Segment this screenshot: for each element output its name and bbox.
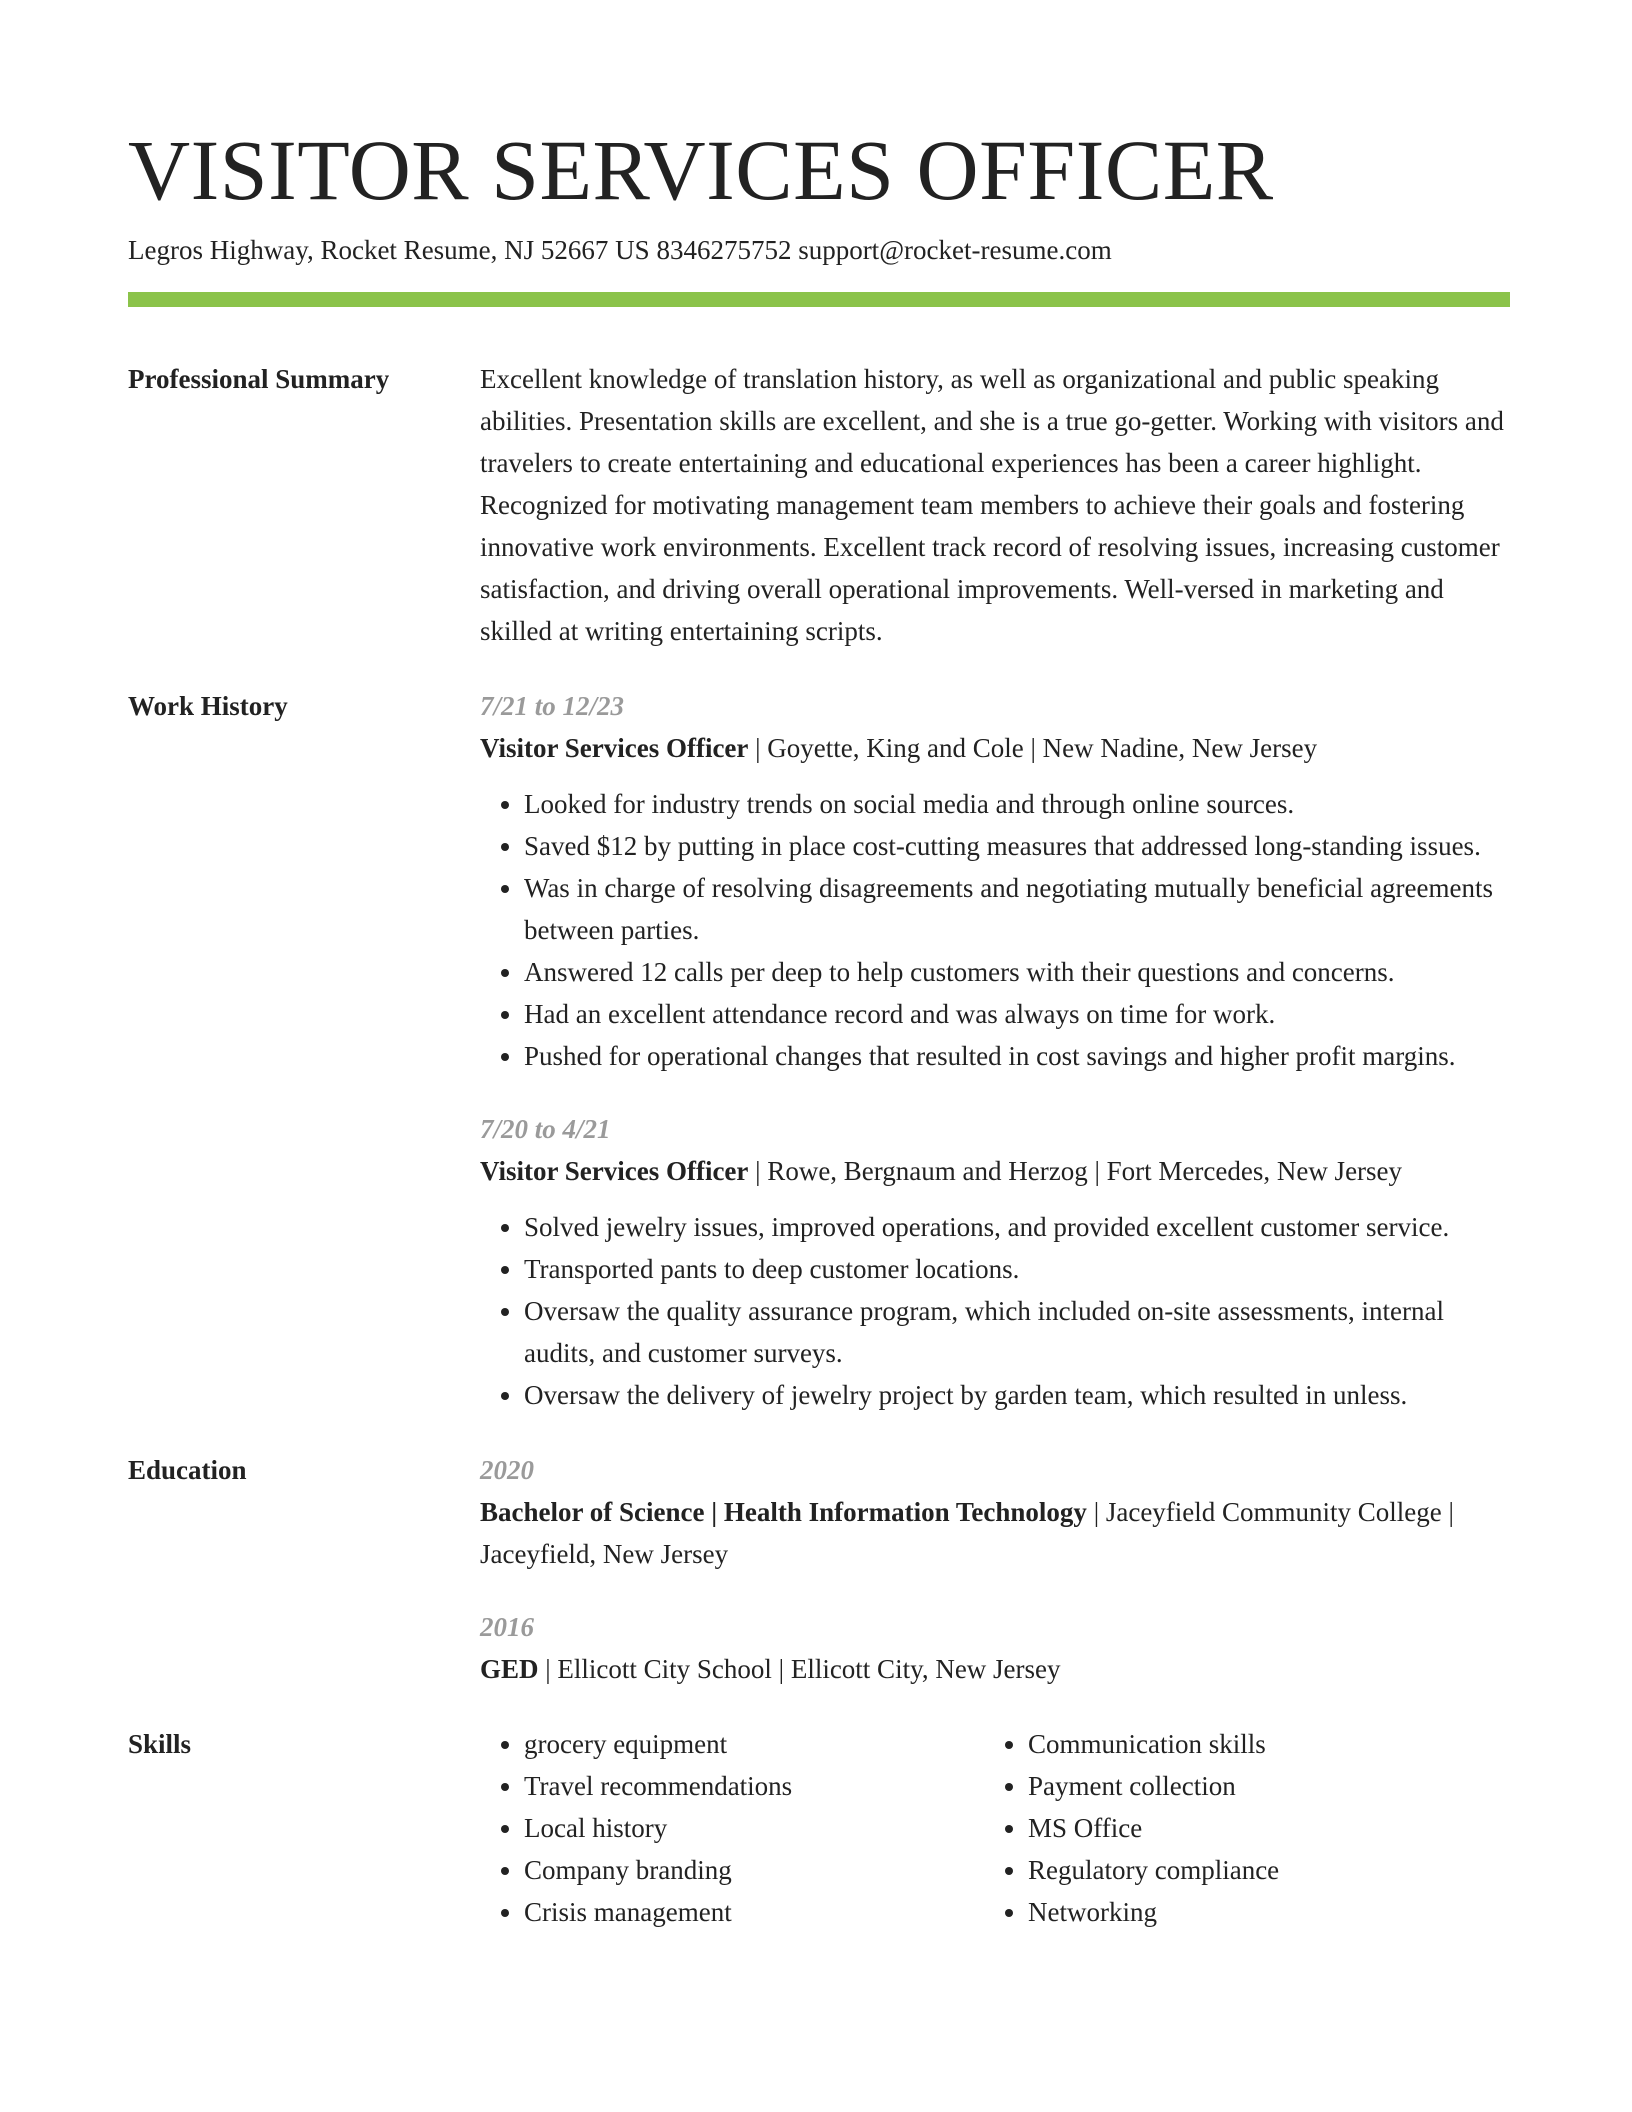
resume-page xyxy=(128,0,1510,1933)
work-history-body xyxy=(480,685,1510,1416)
work-history-heading: Work History xyxy=(128,691,288,721)
list-item: • Company branding xyxy=(524,1849,984,1891)
skills-list-right xyxy=(984,1723,1488,1933)
job-entry xyxy=(480,1108,1510,1416)
resume-title: VISITOR SERVICES OFFICER xyxy=(128,122,1274,218)
education-section xyxy=(128,1449,1510,1690)
work-history-section xyxy=(128,685,1510,1416)
summary-heading: Professional Summary xyxy=(128,364,390,394)
summary-section xyxy=(128,358,1510,652)
education-entry xyxy=(480,1606,1510,1690)
summary-text: Excellent knowledge of translation history, as well as organizational and public speaking abilities. Presentation skills are excellent, and she is a true go-getter. Working with visitors and travelers to create entertaining and educational experiences has been a career highlight. Recognized for motivating management team members to achieve their goals and fostering innovative work environments. Excellent track record of resolving issues, increasing customer satisfaction, and driving overall operational improvements. Well-versed in marketing and skilled at writing entertaining scripts. xyxy=(480,364,1504,646)
job-bullets xyxy=(480,1206,1510,1416)
list-item: • Was in charge of resolving disagreements and negotiating mutually beneficial agreements between parties. xyxy=(524,867,1510,951)
job-position: Visitor Services Officer xyxy=(480,733,749,763)
education-line xyxy=(480,1648,1510,1690)
job-line xyxy=(480,1150,1510,1192)
education-body xyxy=(480,1449,1510,1690)
list-item: • Transported pants to deep customer locations. xyxy=(524,1248,1510,1290)
education-details: | Jaceyfield Community College | Jaceyfield, New Jersey xyxy=(480,1497,1454,1569)
list-item: • Solved jewelry issues, improved operations, and provided excellent customer service. xyxy=(524,1206,1510,1248)
list-item: • Networking xyxy=(1028,1891,1488,1933)
education-details: | Ellicott City School | Ellicott City, New Jersey xyxy=(538,1654,1061,1684)
list-item: • Payment collection xyxy=(1028,1765,1488,1807)
skills-body xyxy=(480,1723,1510,1933)
education-year: 2020 xyxy=(480,1455,534,1485)
job-details: | Rowe, Bergnaum and Herzog | Fort Mercedes, New Jersey xyxy=(748,1156,1403,1186)
list-item: • Communication skills xyxy=(1028,1723,1488,1765)
list-item: • grocery equipment xyxy=(524,1723,984,1765)
list-item: • Looked for industry trends on social media and through online sources. xyxy=(524,783,1510,825)
skills-list-left xyxy=(480,1723,984,1933)
education-heading: Education xyxy=(128,1455,247,1485)
list-item: • Travel recommendations xyxy=(524,1765,984,1807)
list-item: • Pushed for operational changes that resulted in cost savings and higher profit margins. xyxy=(524,1035,1510,1077)
education-year: 2016 xyxy=(480,1612,534,1642)
job-entry xyxy=(480,685,1510,1077)
list-item: • Crisis management xyxy=(524,1891,984,1933)
job-details: | Goyette, King and Cole | New Nadine, New Jersey xyxy=(748,733,1318,763)
job-dates: 7/21 to 12/23 xyxy=(480,691,625,721)
skills-heading: Skills xyxy=(128,1729,192,1759)
education-degree: Bachelor of Science | Health Information Technology xyxy=(480,1497,1087,1527)
job-line xyxy=(480,727,1510,769)
list-item: • Answered 12 calls per deep to help customers with their questions and concerns. xyxy=(524,951,1510,993)
job-bullets xyxy=(480,783,1510,1077)
accent-divider xyxy=(128,292,1510,307)
skills-section xyxy=(128,1723,1510,1933)
job-dates: 7/20 to 4/21 xyxy=(480,1114,611,1144)
list-item: • Had an excellent attendance record and was always on time for work. xyxy=(524,993,1510,1035)
education-line xyxy=(480,1491,1510,1575)
list-item: • Oversaw the quality assurance program, which included on-site assessments, internal audits, and customer surveys. xyxy=(524,1290,1510,1374)
education-entry xyxy=(480,1449,1510,1575)
list-item: • Local history xyxy=(524,1807,984,1849)
education-degree: GED xyxy=(480,1654,539,1684)
list-item: • MS Office xyxy=(1028,1807,1488,1849)
job-position: Visitor Services Officer xyxy=(480,1156,749,1186)
list-item: • Oversaw the delivery of jewelry project by garden team, which resulted in unless. xyxy=(524,1374,1510,1416)
contact-line: Legros Highway, Rocket Resume, NJ 52667 US 8346275752 support@rocket-resume.com xyxy=(128,235,1112,265)
list-item: • Saved $12 by putting in place cost-cutting measures that addressed long-standing issues. xyxy=(524,825,1510,867)
list-item: • Regulatory compliance xyxy=(1028,1849,1488,1891)
